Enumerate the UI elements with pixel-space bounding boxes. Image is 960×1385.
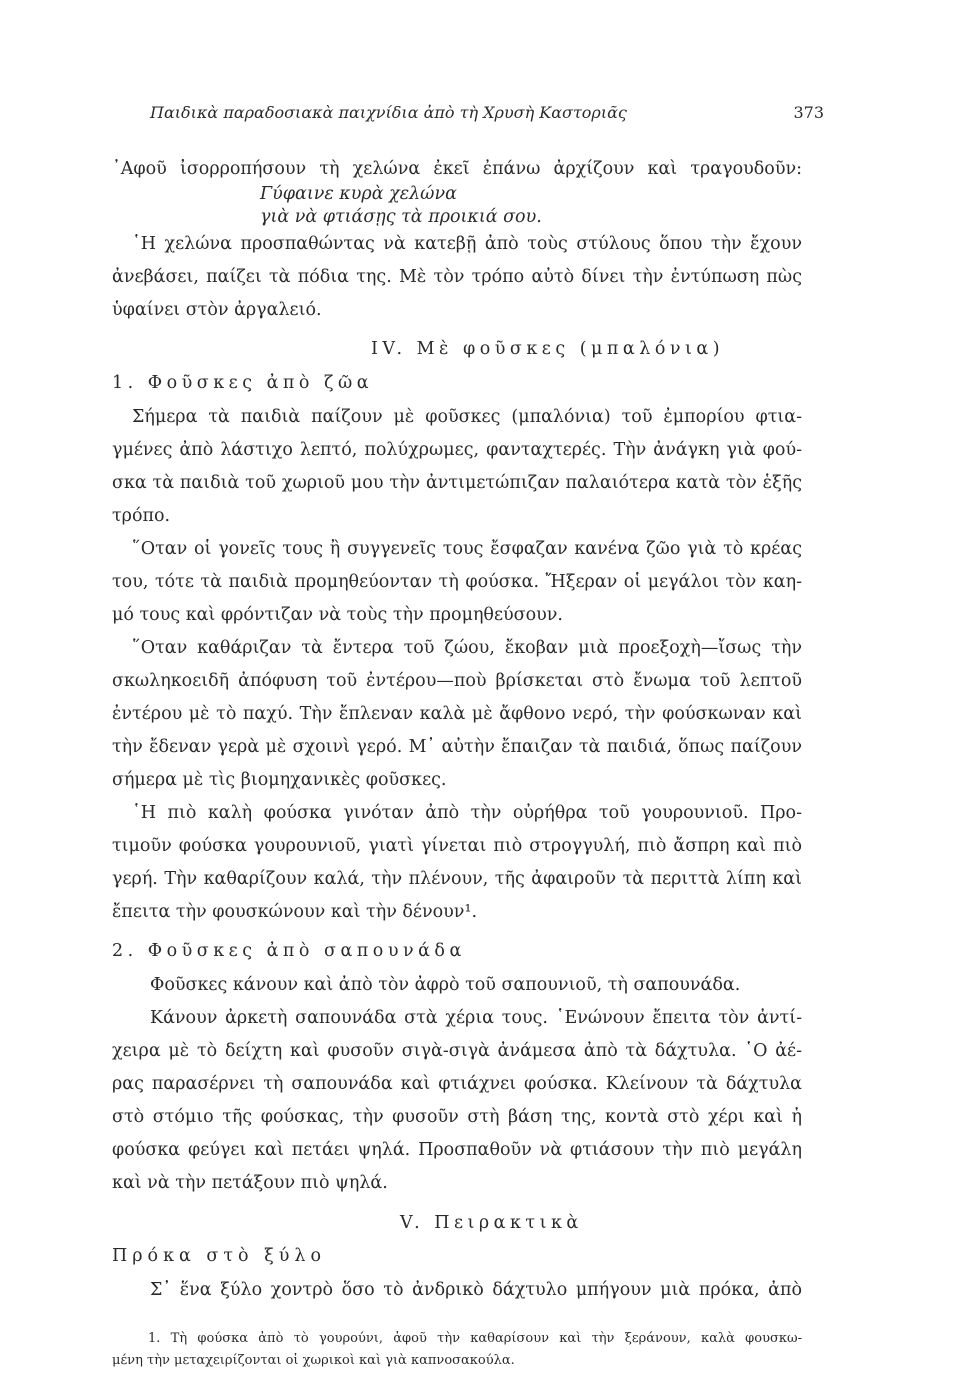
text-line: τιμοῦν φούσκα γουρουνιοῦ, γιατὶ γίνεται πιὸ στρογγυλή, πιὸ ἄσπρη καὶ πιὸ (112, 836, 802, 856)
text-line: ῞Οταν οἱ γονεῖς τους ἢ συγγενεῖς τους ἔσφαζαν κανένα ζῶο γιὰ τὸ κρέας (132, 539, 802, 559)
text-line: σκωληκοειδῆ ἀπόφυση τοῦ ἐντέρου—ποὺ βρίσκεται στὸ ἔνωμα τοῦ λεπτοῦ (112, 671, 802, 691)
text-line: Κάνουν ἀρκετὴ σαπουνάδα στὰ χέρια τους. ῾Ενώνουν ἔπειτα τὸν ἀντί- (150, 1008, 802, 1028)
text-line: ῞Οταν καθάριζαν τὰ ἔντερα τοῦ ζώου, ἔκοβαν μιὰ προεξοχὴ—ἴσως τὴν (132, 638, 802, 658)
text-line: σήμερα μὲ τὶς βιομηχανικὲς φοῦσκες. (112, 770, 447, 790)
subsection-heading: 1. Φοῦσκες ἀπὸ ζῶα (112, 373, 374, 393)
text-line: χειρα μὲ τὸ δείχτη καὶ φυσοῦν σιγὰ-σιγὰ ἀνάμεσα ἀπὸ τὰ δάχτυλα. ῾Ο ἀέ- (112, 1041, 802, 1061)
text-line: ἔπειτα τὴν φουσκώνουν καὶ τὴν δένουν¹. (112, 902, 478, 922)
section-heading: V. Πειρακτικὰ (400, 1213, 583, 1233)
text-line: ῾Η πιὸ καλὴ φούσκα γινόταν ἀπὸ τὴν οὐρήθρα τοῦ γουρουνιοῦ. Προ- (132, 803, 802, 823)
text-line: ἐντέρου μὲ τὸ παχύ. Τὴν ἔπλεναν καλὰ μὲ ἄφθονο νερό, τὴν φούσκωναν καὶ (112, 704, 802, 724)
text-line: Σ᾿ ἕνα ξύλο χοντρὸ ὅσο τὸ ἀνδρικὸ δάχτυλο μπήγουν μιὰ πρόκα, ἀπὸ (150, 1280, 802, 1300)
text-line: ἀνεβάσει, παίζει τὰ πόδια της. Μὲ τὸν τρόπο αὐτὸ δίνει τὴν ἐντύπωση πὼς (112, 267, 802, 287)
text-line: ᾿Αφοῦ ἰσορροπήσουν τὴ χελώνα ἐκεῖ ἐπάνω ἀρχίζουν καὶ τραγουδοῦν: (112, 159, 802, 179)
verse-line: γιὰ νὰ φτιάσῃς τὰ προικιά σου. (260, 207, 542, 227)
page-number: 373 (793, 103, 824, 122)
text-line: τρόπο. (112, 506, 171, 526)
footnote-line: μένη τὴν μεταχειρίζονται οἱ χωρικοὶ καὶ γιὰ καπνοσακούλα. (112, 1353, 515, 1368)
text-line: Σήμερα τὰ παιδιὰ παίζουν μὲ φοῦσκες (μπαλόνια) τοῦ ἐμπορίου φτια- (132, 407, 802, 427)
text-line: σκα τὰ παιδιὰ τοῦ χωριοῦ μου τὴν ἀντιμετώπιζαν παλαιότερα κατὰ τὸν ἑξῆς (112, 473, 802, 493)
running-title: Παιδικὰ παραδοσιακὰ παιχνίδια ἀπὸ τὴ Χρυσὴ Καστοριᾶς (150, 103, 627, 122)
verse-line: Γύφαινε κυρὰ χελώνα (260, 184, 457, 204)
text-line: γμένες ἀπὸ λάστιχο λεπτό, πολύχρωμες, φανταχτερές. Τὴν ἀνάγκη γιὰ φού- (112, 440, 802, 460)
footnote-line: 1. Τὴ φούσκα ἀπὸ τὸ γουρούνι, ἀφοῦ τὴν καθαρίσουν καὶ τὴν ξεράνουν, καλὰ φουσκω- (148, 1331, 802, 1346)
text-line: ὑφαίνει στὸν ἀργαλειό. (112, 300, 322, 320)
subsection-heading: Πρόκα στὸ ξύλο (112, 1246, 327, 1266)
section-heading: IV. Μὲ φοῦσκες (μπαλόνια) (371, 339, 725, 359)
text-line: στὸ στόμιο τῆς φούσκας, τὴν φυσοῦν στὴ βάση της, κοντὰ στὸ χέρι καὶ ἡ (112, 1107, 802, 1127)
text-line: καὶ νὰ τὴν πετάξουν πιὸ ψηλά. (112, 1173, 388, 1193)
text-line: του, τότε τὰ παιδιὰ προμηθεύονταν τὴ φούσκα. Ἤξεραν οἱ μεγάλοι τὸν καη- (112, 572, 802, 592)
text-line: ρας παρασέρνει τὴ σαπουνάδα καὶ φτιάχνει φούσκα. Κλείνουν τὰ δάχτυλα (112, 1074, 802, 1094)
text-line: τὴν ἔδεναν γερὰ μὲ σχοινὶ γερό. Μ᾿ αὐτὴν ἔπαιζαν τὰ παιδιά, ὅπως παίζουν (112, 737, 802, 757)
text-line: ῾Η χελώνα προσπαθώντας νὰ κατεβῇ ἀπὸ τοὺς στύλους ὅπου τὴν ἔχουν (132, 234, 802, 254)
text-line: φούσκα φεύγει καὶ πετάει ψηλά. Προσπαθοῦν νὰ φτιάσουν τὴν πιὸ μεγάλη (112, 1140, 802, 1160)
text-line: γερή. Τὴν καθαρίζουν καλά, τὴν πλένουν, τῆς ἀφαιροῦν τὰ περιττὰ λίπη καὶ (112, 869, 802, 889)
text-line: μό τους καὶ φρόντιζαν νὰ τοὺς τὴν προμηθεύσουν. (112, 605, 563, 625)
subsection-heading: 2. Φοῦσκες ἀπὸ σαπουνάδα (112, 941, 466, 961)
text-line: Φοῦσκες κάνουν καὶ ἀπὸ τὸν ἀφρὸ τοῦ σαπουνιοῦ, τὴ σαπουνάδα. (150, 975, 741, 995)
